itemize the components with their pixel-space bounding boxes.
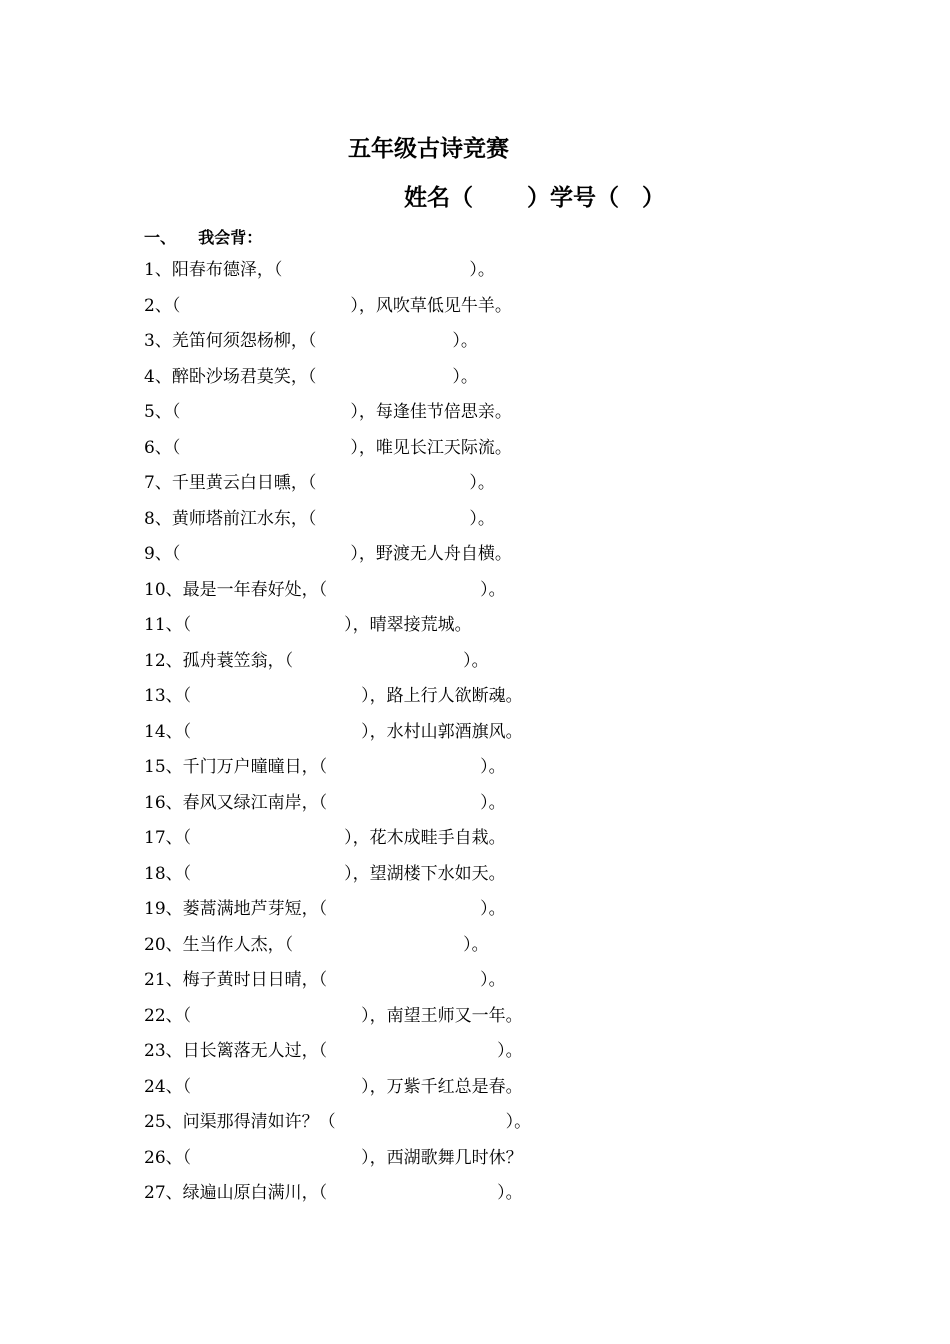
question-list — [144, 256, 531, 1215]
question-item-17: 17、（ ），花木成畦手自栽。 — [144, 828, 506, 848]
student-info-line: 姓名（ ）学号（ ） — [404, 184, 666, 211]
question-item-9: 9、（ ），野渡无人舟自横。 — [144, 544, 512, 564]
question-item-5: 5、（ ），每逢佳节倍思亲。 — [144, 402, 512, 422]
question-item-15: 15、千门万户曈曈日，（ ）。 — [144, 757, 506, 777]
question-item-1: 1、阳春布德泽，（ ）。 — [144, 260, 495, 280]
question-item-27: 27、绿遍山原白满川，（ ）。 — [144, 1183, 523, 1203]
question-item-6: 6、（ ），唯见长江天际流。 — [144, 437, 512, 458]
question-item-10: 10、最是一年春好处，（ ）。 — [144, 579, 506, 600]
question-item-4: 4、醉卧沙场君莫笑，（ ）。 — [144, 366, 478, 387]
section-number: 一、 — [144, 228, 177, 247]
question-item-24: 24、（ ），万紫千红总是春。 — [144, 1076, 523, 1097]
question-item-25: 25、问渠那得清如许？（ ）。 — [144, 1112, 532, 1132]
section-heading — [144, 226, 262, 250]
question-item-18: 18、（ ），望湖楼下水如天。 — [144, 863, 506, 884]
question-item-26: 26、（ ），西湖歌舞几时休？ — [144, 1147, 523, 1168]
question-item-16: 16、春风又绿江南岸，（ ）。 — [144, 792, 506, 813]
question-item-19: 19、蒌蒿满地芦芽短，（ ）。 — [144, 899, 506, 919]
question-item-22: 22、（ ），南望王师又一年。 — [144, 1005, 523, 1026]
question-item-20: 20、生当作人杰，（ ）。 — [144, 934, 489, 955]
question-item-3: 3、羌笛何须怨杨柳，（ ）。 — [144, 331, 478, 351]
question-item-23: 23、日长篱落无人过，（ ）。 — [144, 1041, 523, 1061]
question-item-21: 21、梅子黄时日日晴，（ ）。 — [144, 970, 506, 990]
question-item-2: 2、（ ），风吹草低见牛羊。 — [144, 295, 512, 316]
question-item-12: 12、孤舟蓑笠翁，（ ）。 — [144, 650, 489, 671]
section-title: 我会背： — [198, 228, 263, 247]
question-item-14: 14、（ ），水村山郭酒旗风。 — [144, 721, 523, 742]
question-item-7: 7、千里黄云白日曛，（ ）。 — [144, 473, 495, 493]
question-item-8: 8、黄师塔前江水东，（ ）。 — [144, 508, 495, 529]
question-item-11: 11、（ ），晴翠接荒城。 — [144, 615, 472, 635]
question-item-13: 13、（ ），路上行人欲断魂。 — [144, 686, 523, 706]
page-title: 五年级古诗竞赛 — [348, 135, 509, 162]
